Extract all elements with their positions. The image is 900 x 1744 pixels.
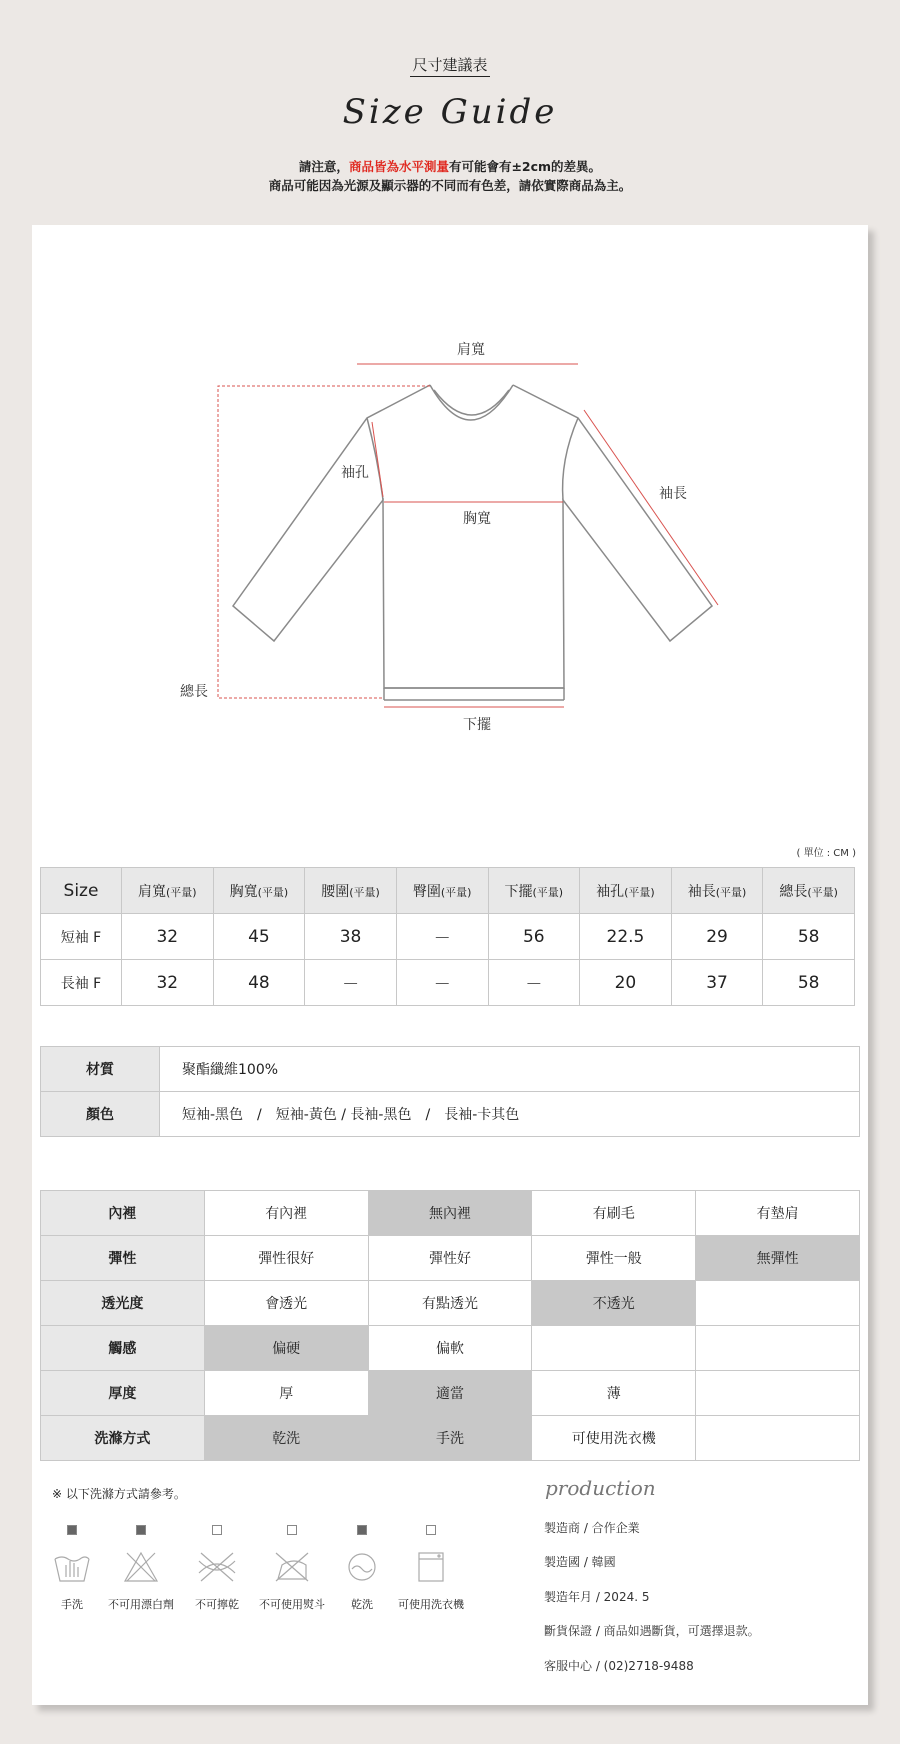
material-value: 聚酯纖維100% xyxy=(160,1047,860,1092)
notice-line-2: 商品可能因為光源及顯示器的不同而有色差，請依實際商品為主。 xyxy=(268,178,632,193)
production-line: 製造商 / 合作企業 xyxy=(544,1521,640,1535)
label-armhole: 袖孔 xyxy=(341,465,369,481)
attr-option xyxy=(696,1326,860,1371)
wash-item-no-bleach xyxy=(101,1525,181,1612)
label-sleeve: 袖長 xyxy=(659,486,687,502)
attr-option xyxy=(696,1371,860,1416)
attr-label: 厚度 xyxy=(41,1371,205,1416)
attr-option: 偏硬 xyxy=(204,1326,368,1371)
garment-diagram xyxy=(0,0,900,800)
table-cell: 29 xyxy=(671,914,763,960)
col-header: 總長(平量) xyxy=(763,868,855,914)
notice-highlight: 商品皆為水平測量 xyxy=(348,159,449,174)
attr-option xyxy=(696,1281,860,1326)
hand-wash-icon xyxy=(52,1549,92,1585)
length-measure-line xyxy=(218,386,430,698)
attr-option: 可使用洗衣機 xyxy=(532,1416,696,1461)
production-title: production xyxy=(545,1476,656,1500)
attr-row-washing xyxy=(41,1416,860,1461)
label-length: 總長 xyxy=(180,684,208,700)
table-cell: 38 xyxy=(305,914,397,960)
table-cell: 45 xyxy=(213,914,305,960)
no-bleach-icon xyxy=(121,1549,161,1585)
material-table xyxy=(40,1046,860,1137)
attr-row-transparency xyxy=(41,1281,860,1326)
table-cell: 58 xyxy=(763,914,855,960)
production-line: 製造年月 / 2024. 5 xyxy=(544,1590,650,1604)
label-chest: 胸寬 xyxy=(463,511,491,527)
col-header: 袖孔(平量) xyxy=(580,868,672,914)
wash-checkbox xyxy=(287,1525,297,1535)
attr-option: 有刷毛 xyxy=(532,1191,696,1236)
attr-row-elasticity xyxy=(41,1236,860,1281)
attr-row-lining xyxy=(41,1191,860,1236)
attr-option: 有點透光 xyxy=(368,1281,532,1326)
attr-row-texture xyxy=(41,1326,860,1371)
attr-option: 乾洗 xyxy=(204,1416,368,1461)
wash-label: 手洗 xyxy=(61,1598,83,1611)
sleeve-measure-line xyxy=(584,410,718,605)
wash-item-no-iron xyxy=(252,1525,332,1612)
material-row xyxy=(41,1047,860,1092)
wash-item-dry-clean xyxy=(322,1525,402,1612)
wash-checkbox xyxy=(212,1525,222,1535)
armhole-left xyxy=(367,418,383,500)
washing-note: ※ 以下洗滌方式請參考。 xyxy=(52,1487,186,1501)
color-label: 顏色 xyxy=(41,1092,160,1137)
garment-neck-inner xyxy=(434,390,509,415)
table-cell: 58 xyxy=(763,960,855,1006)
table-cell: 32 xyxy=(122,914,214,960)
attr-option: 偏軟 xyxy=(368,1326,532,1371)
attr-option xyxy=(696,1416,860,1461)
dry-clean-icon xyxy=(342,1549,382,1585)
attr-label: 透光度 xyxy=(41,1281,205,1326)
row-name: 長袖 F xyxy=(41,960,122,1006)
attr-label: 內裡 xyxy=(41,1191,205,1236)
table-cell: － xyxy=(488,960,580,1006)
wash-label: 乾洗 xyxy=(351,1598,373,1611)
wash-item-hand-wash xyxy=(32,1525,112,1612)
table-cell: 48 xyxy=(213,960,305,1006)
wash-checkbox xyxy=(67,1525,77,1535)
table-cell: － xyxy=(396,960,488,1006)
wash-label: 不可擰乾 xyxy=(195,1598,239,1611)
label-shoulder: 肩寬 xyxy=(457,342,485,358)
wash-label: 不可使用熨斗 xyxy=(259,1598,325,1611)
no-iron-icon xyxy=(272,1549,312,1585)
size-guide-label: 尺寸建議表 xyxy=(0,54,900,75)
table-cell: 56 xyxy=(488,914,580,960)
wash-label: 不可用漂白劑 xyxy=(108,1598,174,1611)
material-label: 材質 xyxy=(41,1047,160,1092)
table-cell: － xyxy=(396,914,488,960)
row-name: 短袖 F xyxy=(41,914,122,960)
attribute-table xyxy=(40,1190,860,1461)
attr-option: 有墊肩 xyxy=(696,1191,860,1236)
table-cell: 37 xyxy=(671,960,763,1006)
attr-option: 手洗 xyxy=(368,1416,532,1461)
table-row xyxy=(41,960,855,1006)
size-table-header xyxy=(41,868,855,914)
unit-label: ( 單位 : CM ) xyxy=(796,848,856,859)
table-row xyxy=(41,914,855,960)
size-corner: Size xyxy=(41,868,122,914)
armhole-right xyxy=(563,418,578,500)
wash-checkbox xyxy=(136,1525,146,1535)
attr-option: 彈性很好 xyxy=(204,1236,368,1281)
production-line: 製造國 / 韓國 xyxy=(544,1555,616,1569)
armhole-measure-line xyxy=(372,422,383,497)
attr-option: 適當 xyxy=(368,1371,532,1416)
washing-machine-icon xyxy=(411,1549,451,1585)
attr-option: 厚 xyxy=(204,1371,368,1416)
attr-option: 不透光 xyxy=(532,1281,696,1326)
attr-label: 觸感 xyxy=(41,1326,205,1371)
wash-item-no-wring xyxy=(177,1525,257,1612)
table-cell: 32 xyxy=(122,960,214,1006)
wash-item-machine xyxy=(391,1525,471,1612)
col-header: 胸寬(平量) xyxy=(213,868,305,914)
attr-option: 無內裡 xyxy=(368,1191,532,1236)
production-line: 斷貨保證 / 商品如遇斷貨，可選擇退款。 xyxy=(544,1624,760,1638)
attr-row-thickness xyxy=(41,1371,860,1416)
color-value: 短袖-黑色 / 短袖-黃色 / 長袖-黑色 / 長袖-卡其色 xyxy=(160,1092,860,1137)
attr-option: 彈性好 xyxy=(368,1236,532,1281)
production-line: 客服中心 / (02)2718-9488 xyxy=(544,1659,694,1673)
garment-outline xyxy=(233,385,712,688)
col-header: 腰圍(平量) xyxy=(305,868,397,914)
wash-checkbox xyxy=(357,1525,367,1535)
attr-option: 會透光 xyxy=(204,1281,368,1326)
wash-checkbox xyxy=(426,1525,436,1535)
attr-option: 有內裡 xyxy=(204,1191,368,1236)
attr-option xyxy=(532,1326,696,1371)
attr-option: 無彈性 xyxy=(696,1236,860,1281)
col-header: 臀圍(平量) xyxy=(396,868,488,914)
attr-label: 洗滌方式 xyxy=(41,1416,205,1461)
table-cell: 20 xyxy=(580,960,672,1006)
table-cell: － xyxy=(305,960,397,1006)
no-wring-icon xyxy=(197,1549,237,1585)
label-hem: 下擺 xyxy=(463,717,491,733)
color-row xyxy=(41,1092,860,1137)
page-title: Size Guide xyxy=(342,92,558,132)
col-header: 袖長(平量) xyxy=(671,868,763,914)
table-cell: 22.5 xyxy=(580,914,672,960)
attr-option: 薄 xyxy=(532,1371,696,1416)
wash-label: 可使用洗衣機 xyxy=(398,1598,464,1611)
col-header: 肩寬(平量) xyxy=(122,868,214,914)
col-header: 下擺(平量) xyxy=(488,868,580,914)
size-table xyxy=(40,867,855,1006)
notice-line-1: 請注意，商品皆為水平測量有可能會有±2cm的差異。 xyxy=(298,159,602,174)
attr-option: 彈性一般 xyxy=(532,1236,696,1281)
attr-label: 彈性 xyxy=(41,1236,205,1281)
